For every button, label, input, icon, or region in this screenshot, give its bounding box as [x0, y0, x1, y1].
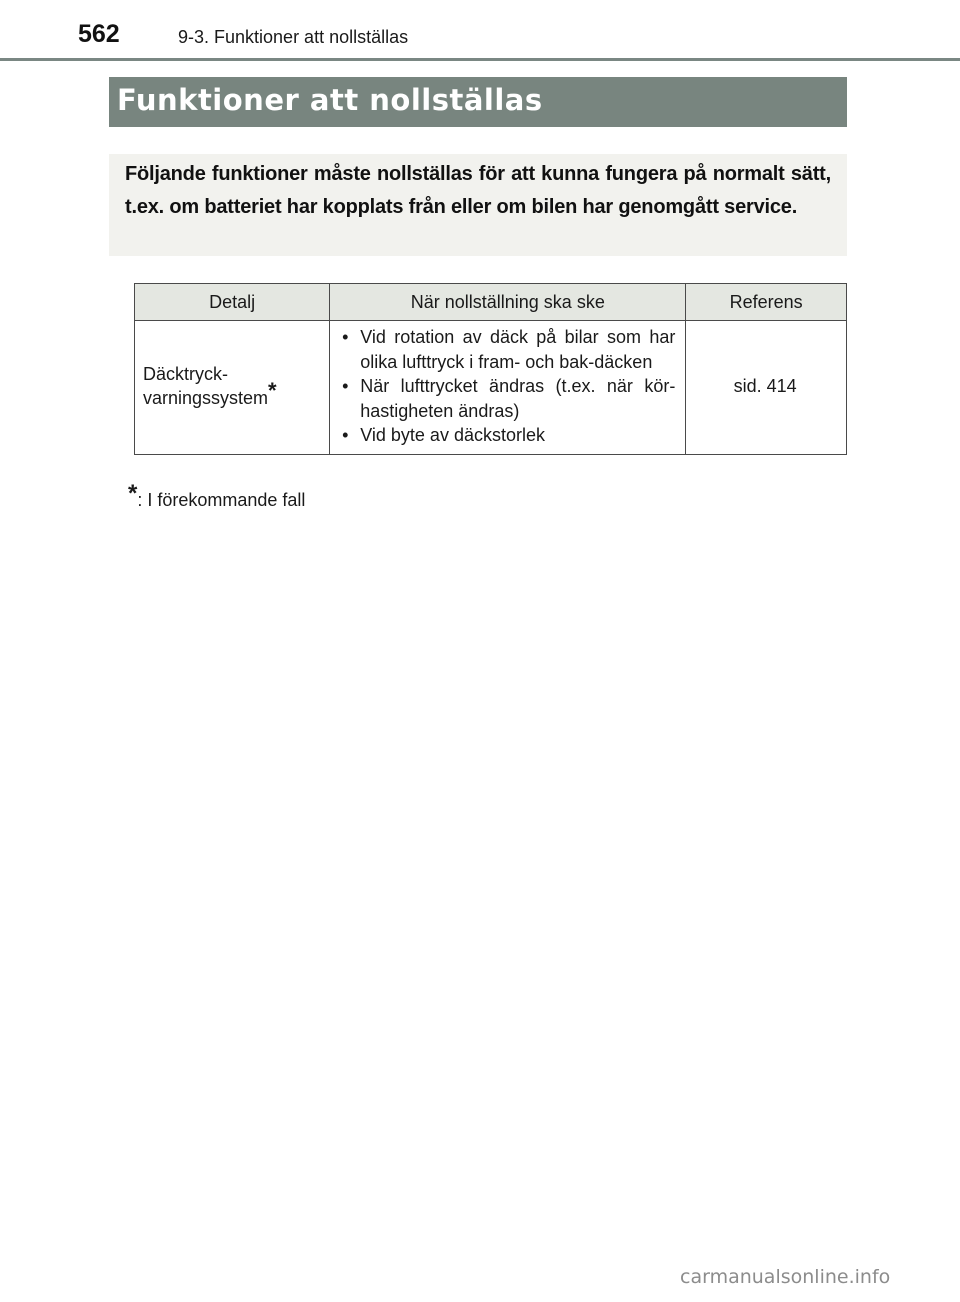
section-title-bar: [109, 77, 847, 127]
footnote-marker: *: [268, 378, 277, 404]
bullet-icon: •: [342, 376, 349, 396]
column-header-reference: Referens: [686, 284, 847, 321]
list-item: [338, 423, 675, 448]
watermark: carmanualsonline.info: [680, 1266, 891, 1288]
page-reference-link[interactable]: sid. 414: [733, 375, 797, 396]
list-item-text: Vid rotation av däck på bilar som har olika lufttryck i fram- och bak-däcken: [360, 327, 676, 372]
footnote: [128, 480, 306, 511]
page-number: 562: [78, 20, 120, 48]
list-item-text: När lufttrycket ändras (t.ex. när kör-hastigheten ändras): [360, 376, 676, 421]
bullet-icon: •: [342, 425, 349, 445]
bullet-icon: •: [342, 327, 349, 347]
page-header: [0, 0, 960, 60]
intro-text: Följande funktioner måste nollställas för att kunna fungera på normalt sätt, t.ex. om batteriet har kopplats från eller om bilen har genomgått service.: [125, 163, 831, 218]
column-header-detail: Detalj: [135, 284, 330, 321]
detail-text-line1: Däcktryck-: [143, 364, 228, 385]
list-item: [338, 325, 675, 374]
reference-cell: [686, 321, 847, 455]
when-list: [338, 325, 675, 448]
table-row: [135, 321, 847, 455]
footnote-marker: *: [128, 480, 138, 507]
detail-text-line2: varningssystem: [143, 388, 269, 409]
detail-cell: [135, 321, 330, 455]
reset-functions-table: [134, 283, 847, 455]
list-item-text: Vid byte av däckstorlek: [360, 425, 545, 445]
footnote-text: : I förekommande fall: [137, 490, 306, 510]
when-cell: [330, 321, 686, 455]
section-reference: 9-3. Funktioner att nollställas: [178, 27, 409, 47]
table-header-row: [135, 284, 847, 321]
column-header-when: När nollställning ska ske: [330, 284, 686, 321]
section-title: Funktioner att nollställas: [117, 83, 543, 117]
intro-box: [109, 154, 847, 256]
list-item: [338, 374, 675, 423]
header-divider: [0, 58, 960, 61]
